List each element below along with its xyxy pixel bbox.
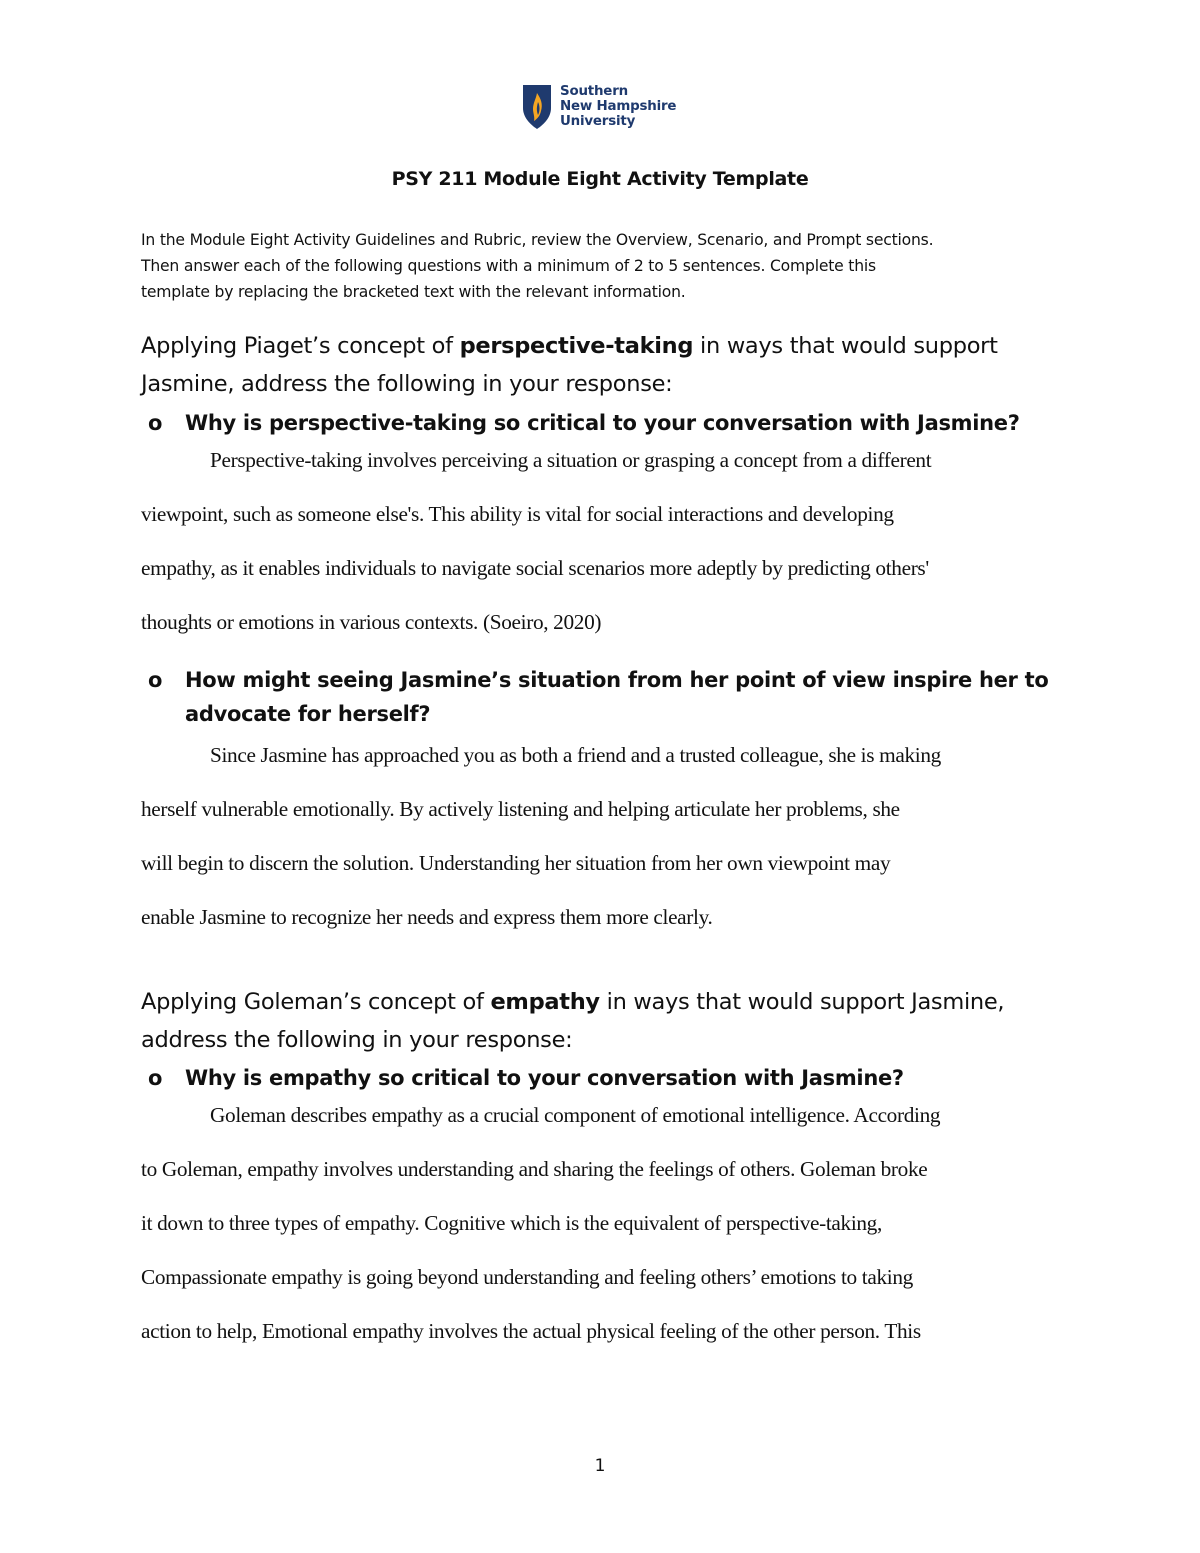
question-text: Why is perspective-taking so critical to your conversation with Jasmine? xyxy=(185,411,1020,435)
page-number: 1 xyxy=(594,1456,606,1476)
answer-line: thoughts or emotions in various contexts. (Soeiro, 2020) xyxy=(141,610,602,634)
answer-line: will begin to discern the solution. Understanding her situation from her own viewpoint may xyxy=(141,851,891,875)
answer-perspective-taking xyxy=(141,433,1061,649)
bullet-marker: o xyxy=(148,411,163,435)
heading-text: address the following in your response: xyxy=(141,1027,573,1053)
answer-line: herself vulnerable emotionally. By actively listening and helping articulate her problems, she xyxy=(141,797,900,821)
heading-text: in ways that would support xyxy=(693,333,998,359)
heading-keyword: empathy xyxy=(490,989,600,1015)
answer-line: Since Jasmine has approached you as both a friend and a trusted colleague, she is making xyxy=(210,743,941,767)
section-heading-goleman xyxy=(141,983,1071,1059)
heading-text: Jasmine, address the following in your response: xyxy=(141,371,673,397)
answer-line: to Goleman, empathy involves understanding and sharing the feelings of others. Goleman broke xyxy=(141,1157,928,1181)
answer-line: Perspective-taking involves perceiving a situation or grasping a concept from a different xyxy=(210,448,932,472)
answer-line: it down to three types of empathy. Cognitive which is the equivalent of perspective-taking, xyxy=(141,1211,882,1235)
logo-line-3: University xyxy=(560,114,636,129)
heading-keyword: perspective-taking xyxy=(459,333,694,359)
university-logo xyxy=(522,84,692,132)
question-advocate xyxy=(141,663,1071,731)
heading-text: in ways that would support Jasmine, xyxy=(599,989,1005,1015)
intro-line: Then answer each of the following questions with a minimum of 2 to 5 sentences. Complete this xyxy=(141,257,876,275)
logo-line-2: New Hampshire xyxy=(560,99,677,114)
bullet-marker: o xyxy=(148,668,163,692)
bullet-marker: o xyxy=(148,1066,163,1090)
answer-line: Goleman describes empathy as a crucial component of emotional intelligence. According xyxy=(210,1103,941,1127)
heading-text: Applying Goleman’s concept of xyxy=(141,989,491,1015)
answer-line: Compassionate empathy is going beyond understanding and feeling others’ emotions to taking xyxy=(141,1265,913,1289)
question-text: advocate for herself? xyxy=(185,702,431,726)
shield-flame-icon xyxy=(522,84,552,130)
section-heading-piaget xyxy=(141,327,1071,403)
answer-advocate xyxy=(141,728,1061,944)
answer-line: action to help, Emotional empathy involves the actual physical feeling of the other person. This xyxy=(141,1319,921,1343)
intro-paragraph xyxy=(141,227,1071,305)
heading-text: Applying Piaget’s concept of xyxy=(141,333,460,359)
logo-line-1: Southern xyxy=(560,84,628,99)
question-text: Why is empathy so critical to your conversation with Jasmine? xyxy=(185,1066,904,1090)
document-title: PSY 211 Module Eight Activity Template xyxy=(391,168,809,190)
answer-line: empathy, as it enables individuals to navigate social scenarios more adeptly by predicting others' xyxy=(141,556,929,580)
intro-line: template by replacing the bracketed text with the relevant information. xyxy=(141,283,686,301)
intro-line: In the Module Eight Activity Guidelines and Rubric, review the Overview, Scenario, and Prompt sections. xyxy=(141,231,934,249)
answer-line: enable Jasmine to recognize her needs and express them more clearly. xyxy=(141,905,713,929)
answer-empathy xyxy=(141,1088,1061,1358)
logo-wordmark xyxy=(560,84,676,129)
answer-line: viewpoint, such as someone else's. This ability is vital for social interactions and developing xyxy=(141,502,894,526)
question-text: How might seeing Jasmine’s situation from her point of view inspire her to xyxy=(185,668,1049,692)
